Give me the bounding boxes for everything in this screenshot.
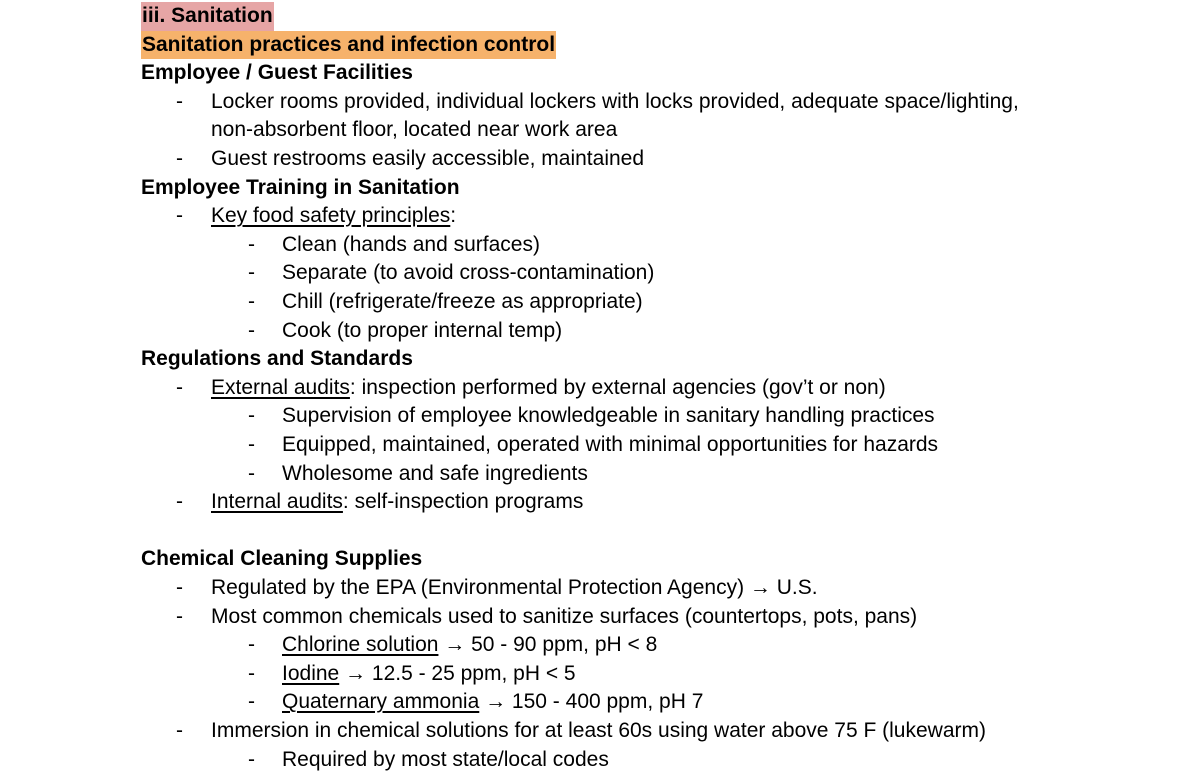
- list-item-text: [282, 746, 609, 775]
- underlined-term: External audits: [211, 375, 350, 399]
- bullet-dash: -: [248, 261, 255, 285]
- item-text: Locker rooms provided, individual lockers with locks provided, adequate space/lighting,: [211, 89, 1019, 113]
- underlined-term: Chlorine solution: [282, 633, 439, 657]
- list-item-text: [282, 259, 654, 288]
- bullet-dash: -: [176, 604, 183, 628]
- bullet-dash: -: [176, 89, 183, 113]
- underlined-term: Internal audits: [211, 490, 343, 514]
- list-item-text: [282, 631, 657, 660]
- bullet-dash: -: [248, 433, 255, 456]
- item-text: → 50 - 90 ppm, pH < 8: [438, 633, 658, 657]
- bullet-dash: -: [176, 576, 183, 599]
- underlined-term: Quaternary ammonia: [282, 690, 480, 714]
- item-text: Regulated by the EPA (Environmental Protection Agency) → U.S.: [211, 576, 818, 599]
- list-item-text: [211, 603, 917, 632]
- heading-text: Sanitation practices and infection control: [141, 31, 556, 60]
- item-text: Cook (to proper internal temp): [282, 318, 563, 342]
- list-item-text: [211, 116, 617, 145]
- heading-text: iii. Sanitation: [141, 2, 274, 31]
- item-text: : self-inspection programs: [342, 490, 584, 514]
- bullet-dash: -: [176, 204, 183, 228]
- heading-text: Regulations and Standards: [141, 347, 413, 371]
- item-text: Immersion in chemical solutions for at least 60s using water above 75 F (lukewarm): [211, 719, 986, 742]
- heading-text: Employee Training in Sanitation: [141, 175, 460, 199]
- list-item-text: [282, 431, 938, 460]
- list-item-text: [282, 288, 643, 317]
- list-item-text: [282, 317, 562, 346]
- underlined-term: Key food safety principles: [211, 204, 451, 228]
- item-text: Supervision of employee knowledgeable in sanitary handling practices: [282, 404, 935, 428]
- bullet-dash: -: [248, 404, 255, 428]
- list-item-text: [282, 688, 703, 717]
- list-item-text: [282, 660, 576, 689]
- bullet-dash: -: [248, 690, 255, 714]
- list-item-text: [211, 717, 986, 746]
- item-text: Guest restrooms easily accessible, maintained: [211, 147, 645, 170]
- bullet-dash: -: [248, 318, 255, 342]
- list-item-text: [211, 202, 456, 231]
- list-item-text: [211, 574, 818, 603]
- bullet-dash: -: [248, 633, 255, 657]
- item-text: Separate (to avoid cross-contamination): [282, 261, 655, 285]
- list-item-text: [211, 488, 583, 517]
- list-item-text: [282, 402, 935, 431]
- list-item-text: [211, 145, 644, 174]
- list-item-text: [282, 231, 540, 260]
- list-item-text: [211, 374, 886, 403]
- item-text: → 12.5 - 25 ppm, pH < 5: [339, 661, 576, 685]
- item-text: Most common chemicals used to sanitize surfaces (countertops, pots, pans): [211, 604, 918, 628]
- bullet-dash: -: [176, 719, 183, 742]
- bullet-dash: -: [248, 747, 255, 771]
- item-text: Required by most state/local codes: [282, 747, 609, 771]
- bullet-dash: -: [248, 232, 255, 256]
- item-text: Clean (hands and surfaces): [282, 232, 540, 256]
- item-text: Wholesome and safe ingredients: [282, 461, 588, 485]
- heading-text: Chemical Cleaning Supplies: [141, 547, 423, 571]
- bullet-dash: -: [176, 375, 183, 399]
- list-item-text: [211, 88, 1019, 117]
- heading-text: Employee / Guest Facilities: [141, 61, 413, 85]
- bullet-dash: -: [248, 290, 255, 313]
- item-text: → 150 - 400 ppm, pH 7: [479, 690, 704, 714]
- bullet-dash: -: [248, 461, 255, 485]
- item-text: non-absorbent floor, located near work area: [211, 118, 618, 142]
- item-text: Chill (refrigerate/freeze as appropriate): [282, 290, 643, 313]
- item-text: Equipped, maintained, operated with minimal opportunities for hazards: [282, 433, 939, 456]
- bullet-dash: -: [176, 490, 183, 514]
- underlined-term: Iodine: [282, 661, 340, 685]
- item-text: : inspection performed by external agencies (gov’t or non): [349, 375, 886, 399]
- item-text: :: [450, 204, 457, 228]
- list-item-text: [282, 460, 588, 489]
- bullet-dash: -: [248, 661, 255, 685]
- bullet-dash: -: [176, 147, 183, 170]
